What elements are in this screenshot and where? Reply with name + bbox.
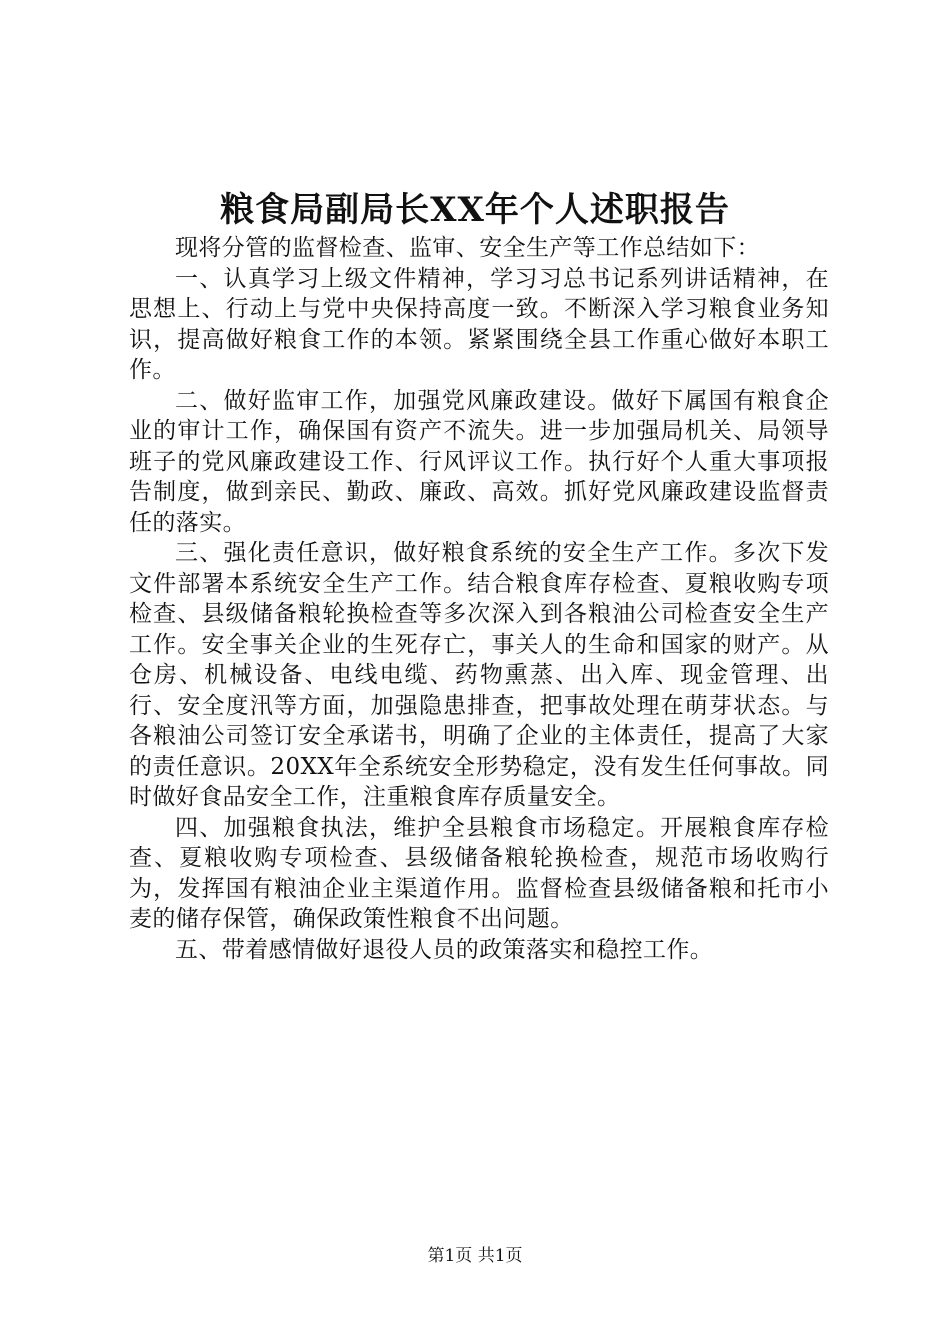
paragraph-intro: 现将分管的监督检查、监审、安全生产等工作总结如下： xyxy=(175,235,760,261)
paragraph-section-1: 一、认真学习上级文件精神，学习习总书记系列讲话精神，在思想上、行动上与党中央保持高度一致。不断深入学习粮食业务知识，提高做好粮食工作的本领。紧紧围绕全县工作重心做好本职工作。 xyxy=(129,265,829,383)
paragraph-section-2: 二、做好监审工作，加强党风廉政建设。做好下属国有粮食企业的审计工作，确保国有资产不流失。进一步加强局机关、局领导班子的党风廉政建设工作、行风评议工作。执行好个人重大事项报告制度，做到亲民、勤政、廉政、高效。抓好党风廉政建设监督责任的落实。 xyxy=(129,387,829,536)
document-title: 粮食局副局长XX年个人述职报告 xyxy=(220,190,730,230)
page-footer: 第1页 共1页 xyxy=(427,1246,523,1266)
document-body xyxy=(129,233,829,965)
paragraph-section-3: 三、强化责任意识，做好粮食系统的安全生产工作。多次下发文件部署本系统安全生产工作。结合粮食库存检查、夏粮收购专项检查、县级储备粮轮换检查等多次深入到各粮油公司检查安全生产工作。安全事关企业的生死存亡，事关人的生命和国家的财产。从仓房、机械设备、电线电缆、药物熏蒸、出入库、现金管理、出行、安全度汛等方面，加强隐患排查，把事故处理在萌芽状态。与各粮油公司签订安全承诺书，明确了企业的主体责任，提高了大家的责任意识。20XX年全系统安全形势稳定，没有发生任何事故。同时做好食品安全工作，注重粮食库存质量安全。 xyxy=(129,540,829,810)
paragraph-section-5: 五、带着感情做好退役人员的政策落实和稳控工作。 xyxy=(175,936,714,963)
paragraph-section-4: 四、加强粮食执法，维护全县粮食市场稳定。开展粮食库存检查、夏粮收购专项检查、县级储备粮轮换检查，规范市场收购行为，发挥国有粮油企业主渠道作用。监督检查县级储备粮和托市小麦的储存保管，确保政策性粮食不出问题。 xyxy=(129,814,829,932)
